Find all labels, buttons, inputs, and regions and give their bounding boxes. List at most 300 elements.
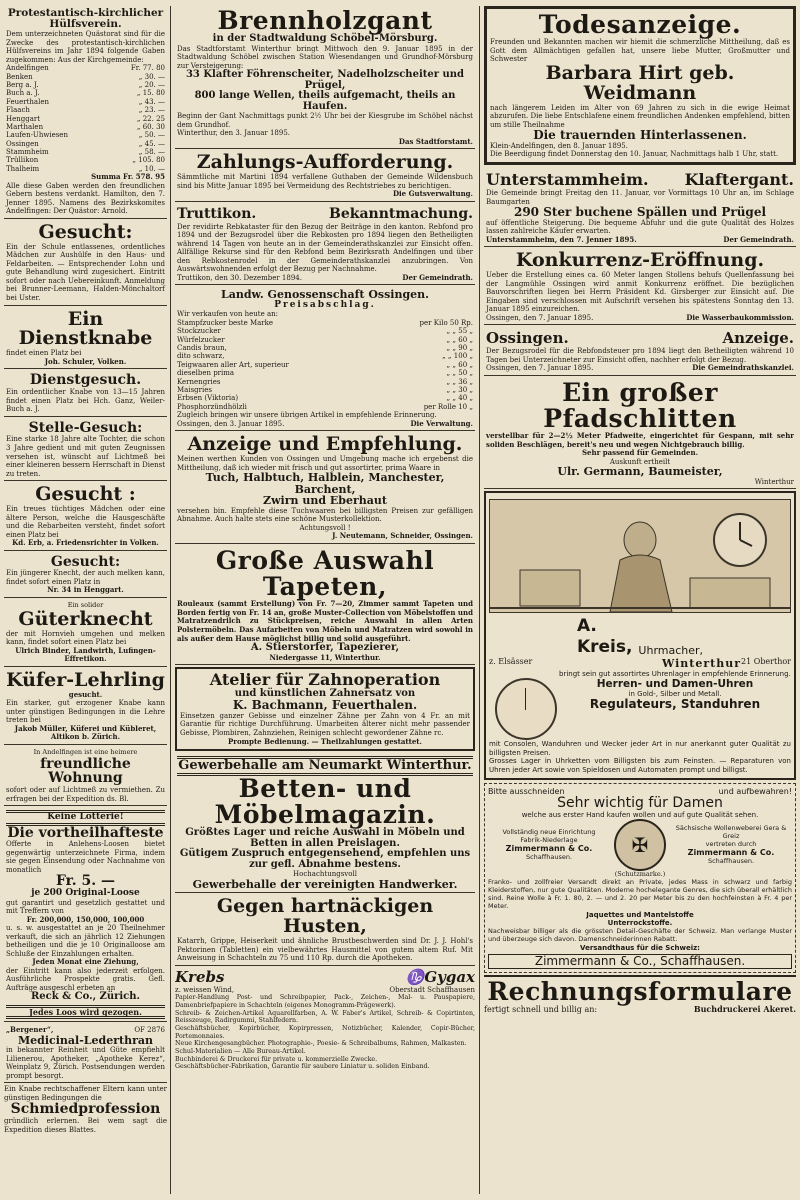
ad-lederthran xyxy=(4,1024,167,1083)
ad-title: Betten- und Möbelmagazin. xyxy=(214,773,436,829)
ad-kreis-uhrmacher xyxy=(484,491,796,779)
ad-title: Brennholzgant xyxy=(217,6,433,35)
ad-pre: Ein solider xyxy=(67,600,104,609)
price-row-label: Phosphorzündhölzli xyxy=(177,402,247,411)
ad-husten xyxy=(175,895,475,965)
ad-text: gut garantirt und gesetzlich gestattet und mit Treffern von xyxy=(6,898,165,916)
price-row-value: „ „ 60 „ xyxy=(446,360,473,369)
price-row xyxy=(177,344,473,352)
donation-row-label: Trüllikon xyxy=(6,156,39,165)
ad-sign: K. Bachmann, Feuerthalen. xyxy=(232,698,418,713)
price-row xyxy=(177,352,473,360)
donation-row-label: Feuerthalen xyxy=(6,97,49,106)
ad-text: Die Gemeinde bringt Freitag den 11. Januar, vor Vormittags 10 Uhr an, im Schlage Baumgarten xyxy=(486,189,794,206)
ad-brennholzgant xyxy=(175,6,475,149)
ad-band: Jedes Loos wird gezogen. xyxy=(6,1005,165,1019)
ad-title: Gesucht : xyxy=(35,483,136,506)
ad-line: Herren- und Damen-Uhren xyxy=(596,677,754,690)
price-row-label: Stampfzucker beste Marke xyxy=(177,318,274,327)
ad-title: Ein Dienstknabe xyxy=(18,307,153,350)
donation-row-label: Ossingen xyxy=(6,139,39,148)
ad-date: Unterstammheim, den 7. Jenner 1895. xyxy=(486,234,637,244)
ad-text: sofort oder auf Lichtmeß zu vermiethen. Zu erfragen bei der Expedition ds. Bl. xyxy=(6,786,165,803)
ad-text: nach längerem Leiden im Alter von 69 Jahren zu sich in die ewige Heimat abzurufen. Die liebe Entschlafene einem freundlichen Andenken empfehlend, bitten um stille Theilnahme xyxy=(490,103,790,129)
ad-sub-row xyxy=(175,986,475,994)
ad-text: Offerte in Anlehens-Loosen bietet gegenwärtig unterzeichnete Firma, indem sie gegen Einsendung oder Nachnahme von monatlich xyxy=(6,840,165,874)
ad-zimmermann xyxy=(484,783,796,973)
ad-left-text: Vollständig neue Einrichtung xyxy=(502,827,596,836)
ad-genossenschaft xyxy=(175,287,475,431)
product-line: Schul-Materialien — Alle Bureau-Artikel. xyxy=(175,1047,306,1055)
donation-row xyxy=(6,131,165,139)
ad-todesanzeige xyxy=(484,6,796,165)
ad-title: Küfer-Lehrling xyxy=(6,668,165,691)
ad-text: u. s. w. ausgestattet an je 20 Theilnehmer verkauft, die sich an jährlich 12 Ziehungen betheiligen und die je 10 Originalloose am Schluße der Einzahlungen erhalten. xyxy=(6,924,165,958)
price-row-label: Stockzucker xyxy=(177,327,221,336)
donation-row-label: Thalheim xyxy=(6,164,40,173)
ad-title: Große Auswahl Tapeten, xyxy=(215,545,435,602)
ad-title-row xyxy=(486,170,794,189)
ad-sign: Der Gemeindrath. xyxy=(723,234,794,244)
ad-pre: In Andelfingen ist eine heimere xyxy=(33,747,138,756)
ad-date: Klein-Andelfingen, den 8. Januar 1895. xyxy=(490,141,628,150)
price-row xyxy=(177,369,473,377)
donation-row-value: „ 60. 30 xyxy=(136,122,165,131)
ad-title: Protestantisch-kirchlicher Hülfsverein. xyxy=(7,7,164,31)
ad-title: Anzeige und Empfehlung. xyxy=(187,433,463,456)
ad-sub: in der Stadtwaldung Schöbel-Mörsburg. xyxy=(212,33,438,45)
ad-title: Dienstgesuch. xyxy=(29,372,142,389)
ad-title: Sehr wichtig für Damen xyxy=(557,795,723,812)
price-row-value: „ „ 60 „ xyxy=(446,335,473,344)
ad-month: Jeden Monat eine Ziehung, xyxy=(32,957,139,967)
ad-title: Konkurrenz-Eröffnung. xyxy=(515,249,765,272)
ad-text: auf öffentliche Steigerung. Die bequeme Abfuhr und die gute Qualität des Holzes lassen zahlreiche Käufer erwarten. xyxy=(486,218,794,236)
ad-date: Ossingen, den 3. Januar 1895. xyxy=(177,419,285,428)
ad-text: Größtes Lager und reiche Auswahl in Möbeln und Betten in allen Preislagen. xyxy=(185,827,465,849)
ad-text: Dem unterzeichneten Quästorat sind für die Zwecke des protestantisch-kirchlichen Hülfsvereins im Jahr 1894 folgende Gaben zugekommen: Aus der Kirchgemeinde: xyxy=(6,30,165,64)
ad-body xyxy=(489,670,791,740)
ad-sign: Gewerbehalle der vereinigten Handwerker. xyxy=(192,877,458,891)
column-rule xyxy=(479,6,480,1194)
ad-text: Zugleich bringen wir unsere übrigen Artikel in empfehlende Erinnerung. xyxy=(177,411,437,420)
ad-text: Ein ordentlicher Knabe von 13—15 Jahren findet einen Platz bei Hch. Ganz, Weiler-Buch a. J. xyxy=(6,388,165,414)
price-row-value: „ „ 40 „ xyxy=(446,394,473,403)
donation-row-value: „ 58. — xyxy=(138,148,165,157)
product-line: Geschäftsbücher, Kopirbücher, Kopirpressen, Notizbücher, Kalender, Copir-Bücher, Portemonnaies. xyxy=(175,1024,475,1040)
ad-sub: gesucht. xyxy=(68,689,103,699)
ad-band: Keine Lotterie! xyxy=(6,810,165,825)
ad-lotterie xyxy=(4,808,167,1022)
ad-sub: welche aus erster Hand kaufen wollen und auf gute Qualität sehen. xyxy=(521,810,759,819)
price-row-value: „ „ 55 „ xyxy=(446,327,473,336)
ad-wohnung xyxy=(4,747,167,806)
price-row-value: „ „ 30 „ xyxy=(446,386,473,395)
ad-rechnungsformulare xyxy=(484,975,796,1015)
ad-text: Ein Knabe rechtschaffener Eltern kann unter günstigen Bedingungen die xyxy=(4,1085,167,1102)
ad-place: Winterthur xyxy=(754,477,794,486)
donation-row-value: „ 20. — xyxy=(138,80,165,89)
ad-text: findet einen Platz bei xyxy=(6,349,82,358)
price-row xyxy=(177,403,473,411)
price-row-label: Maisgries xyxy=(177,386,212,395)
price-row-value: per Kilo 50 Rp. xyxy=(419,318,473,327)
ad-kuefer xyxy=(4,669,167,745)
ad-title: Stelle-Gesuch: xyxy=(28,419,143,436)
ad-zahlung xyxy=(175,151,475,202)
ad-anzeige-neutemann xyxy=(175,433,475,544)
donation-row-value: „ 23. — xyxy=(138,106,165,115)
donation-row-value: „ 105. 80 xyxy=(132,156,165,165)
ad-sign: Die Gutsverwaltung. xyxy=(392,189,473,199)
donation-row-value: „ 10. — xyxy=(138,164,165,173)
ad-title: Anzeige. xyxy=(722,329,794,348)
ad-title: Die vortheilhafteste xyxy=(7,824,164,841)
ad-title: A. Kreis, xyxy=(576,616,633,657)
ad-title: freundliche Wohnung xyxy=(40,755,131,787)
ad-line: 290 Ster buchene Spällen und Prügel xyxy=(513,205,767,220)
ad-zahnoperation xyxy=(175,667,475,751)
donation-row xyxy=(6,123,165,131)
donation-row xyxy=(6,140,165,148)
ad-right-city: Schaffhausen. xyxy=(707,856,755,865)
ad-title: Güterknecht xyxy=(18,607,153,630)
donation-row-value: Fr. 77. 80 xyxy=(130,64,165,73)
ad-place: Unterstammheim. xyxy=(486,169,649,189)
ad-gesucht-3 xyxy=(4,553,167,598)
ad-ref-code: OF 2876 xyxy=(134,1026,165,1035)
ad-city: Winterthur xyxy=(661,657,742,671)
donation-row xyxy=(6,115,165,123)
ad-text: versehen bin. Empfehle diese Tuchwaaren bei billigsten Preisen zur gefälligen Abnahme. Auch halte stets eine schöne Musterkollektion. xyxy=(177,506,473,524)
ad-title: Bekanntmachung. xyxy=(329,206,473,222)
ad-keep-note: und aufbewahren! xyxy=(718,786,792,796)
product-line: Neue Kirchengesangbücher. Photographie-, Poesie- & Schreibalbums, Rahmen, Malkasten. xyxy=(175,1040,467,1048)
price-row xyxy=(177,319,473,327)
price-row-label: dito schwarz, xyxy=(177,352,225,361)
ad-text: Ueber die Erstellung eines ca. 60 Meter langen Stollens behufs Quellenfassung bei der Langmühle Ossingen wird anmit Konkurrenz eröffnet. Die bezüglichen Bauvorschriften liegen bei Herrn Präsident Kd. Girsberger zur Einsicht auf. Die Eingaben sind verschlossen mit Aufschrift versehen bis spätestens Sonntag den 13. Januar 1895 einzureichen. xyxy=(486,271,794,314)
donation-row-value: „ 45. — xyxy=(138,139,165,148)
ad-text: Rouleaux (sammt Erstellung) von Fr. 7—20, Zimmer sammt Tapeten und Borden fertig von Fr. 14 an, große Muster-Collection von Möbelstoffen und Matratzendrilch zu Stückpreisen, reiche Auswahl in allen Arten Polstermöbeln. Das Aufarbeiten von Möbeln und Matratzen wird sowohl in als außer dem Hause möglichst billig und solid ausgeführt. xyxy=(177,599,473,643)
ad-line: Jaquettes und Mantelstoffe xyxy=(586,910,694,919)
ad-address-row xyxy=(489,657,791,670)
ad-sign: A. Stierstorfer, Tapezierer, xyxy=(250,642,400,654)
ad-sign: Der Gemeindrath. xyxy=(402,272,473,282)
ad-line: Zwirn und Eberhaut xyxy=(263,494,387,508)
ad-line: 800 lange Wellen, theils aufgemacht, theils an Haufen. xyxy=(194,90,456,112)
ad-text: Ein treues tüchtiges Mädchen oder eine ältere Person, welche die Hausgeschäfte und die Rebarbeiten versteht, findet sofort einen Platz bei xyxy=(6,505,165,539)
ad-title: Klaftergant. xyxy=(684,169,794,189)
ad-date: Truttikon, den 30. Dezember 1894. xyxy=(177,273,302,282)
donation-row-label: Andelfingen xyxy=(6,64,49,73)
ad-sign: Die Wasserbaukommission. xyxy=(686,312,794,322)
ad-sign: Jakob Müller, Küferei und Kübleret, Altikon b. Zürich. xyxy=(14,723,157,742)
ad-ref-name: „Bergener“, xyxy=(6,1025,54,1035)
column-left xyxy=(4,6,167,1194)
ad-text: Katarrh, Grippe, Heiserkeit und ähnliche Brustbeschwerden sind Dr. J. J. Hohl's Pektorinen (Tabletten) ein vielbewährtes Hausmittel von gutem altem Ruf. Mit Anweisung in Schachteln zu 75 und 110 Rp. durch die Apotheken. xyxy=(177,937,473,963)
price-row-value: „ „ 36 „ xyxy=(446,377,473,386)
ad-text: Franko- und zollfreier Versandt direkt an Private, jedes Mass in schwarz und farbig Kleiderstoffen, nur gute Qualitäten. Moderne hochelegante Genres, die sich überall erhältlich sind. Reine Wolle à Fr. 1. 80, 2. — und 2. 20 per Meter bis zu den hochfeinsten à Fr. 4 per Meter. xyxy=(488,878,792,910)
trademark-label: (Schutzmarke.) xyxy=(614,870,666,879)
ad-text: verstellbar für 2—2½ Meter Pfadweite, eingerichtet für Gespann, mit sehr soliden Beschlägen, bereit's neu und wegen Nichtgebrauch billig. xyxy=(486,431,794,449)
ad-text: Sämmtliche mit Martini 1894 verfallene Guthaben der Gemeinde Wildensbuch sind bis Mitte Januar 1895 bei Vermeidung des Rechtstriebes zu berichtigen. xyxy=(177,173,473,190)
ad-right-text: vertreten durch xyxy=(705,839,757,848)
ad-title-row xyxy=(175,968,475,986)
ad-date: Ossingen, den 7. Januar 1895. xyxy=(486,364,594,373)
ad-right xyxy=(670,825,792,866)
ad-gueterknecht xyxy=(4,600,167,667)
ad-foot xyxy=(486,236,794,244)
ad-sign: Kd. Erb, a. Friedensrichter in Volken. xyxy=(12,538,159,548)
ad-title: Atelier für Zahnoperation xyxy=(209,670,441,690)
ad-title: Gesucht: xyxy=(50,553,121,570)
ad-title-row xyxy=(489,616,791,657)
ad-sign: Nr. 34 in Henggart. xyxy=(47,585,124,595)
ad-greeting: Achtungsvoll ! xyxy=(299,523,351,532)
ad-title: Landw. Genossenschaft Ossingen. xyxy=(220,288,429,302)
ad-title: Ein großer Pfadschlitten xyxy=(543,377,737,433)
ad-klaftergant xyxy=(484,168,796,247)
ad-street: 21 Oberthor xyxy=(741,657,791,667)
price-row-label: Kernengries xyxy=(177,377,221,386)
price-row xyxy=(177,394,473,402)
ad-text: Ein der Schule entlassenes, ordentliches Mädchen zur Aushülfe in den Haus- und Feldarbeiten. — Entsprechender Lohn und gute Behandlung wird zugesichert. Eintritt sofort oder nach Uebereinkunft. Anmeldung bei Brunner-Leemann, Halden-Mönchaltorf bei Uster. xyxy=(6,242,165,303)
ad-title-row xyxy=(177,206,473,223)
ad-sign: Die trauernden Hinterlassenen. xyxy=(533,128,747,143)
ad-place: Ossingen. xyxy=(486,329,569,348)
donation-row xyxy=(6,64,165,72)
price-row-value: „ „ 90 „ xyxy=(446,344,473,353)
ad-text: Alle diese Gaben werden den freundlichen Gebern bestens verdankt. Hamilton, den 7. Jenner 1895. Namens des Bezirkskomites Andelfingen: Der Quästor: Arnold. xyxy=(6,181,165,216)
ad-stellegesuch xyxy=(4,419,167,481)
ad-text: Der Bezugsrodel für die Rebfondsteuer pro 1894 liegt den Betheiligten während 10 Tagen bei Unterzeichneter zur Einsicht offen, nachher erfolgt der Bezug. xyxy=(486,347,794,364)
ad-line: Versandthaus für die Schweiz: xyxy=(580,943,700,952)
ad-name-right: Gygax xyxy=(424,967,475,986)
deceased-name: Barbara Hirt geb. Weidmann xyxy=(545,61,735,104)
ad-sign: J. Neutemann, Schneider, Ossingen. xyxy=(332,531,473,541)
price-row xyxy=(177,378,473,386)
ad-schmied xyxy=(4,1085,167,1134)
trademark-icon: ✠ xyxy=(614,819,666,871)
product-line: Geschäftsbücher-Fabrikation, Garantie für saubere Liniatur u. soliden Einband. xyxy=(175,1063,430,1071)
product-list xyxy=(175,994,475,1071)
price-row xyxy=(177,386,473,394)
donation-row xyxy=(6,89,165,97)
ad-role: Uhrmacher, xyxy=(638,644,704,657)
ad-left-text: Fabrik-Niederlage xyxy=(520,835,578,844)
donation-row xyxy=(6,156,165,164)
ad-dienstgesuch xyxy=(4,371,167,416)
ad-title: Schmiedprofession xyxy=(10,1101,161,1118)
donation-row-label: Berg a. J. xyxy=(6,80,39,89)
donation-row-label: Marthalen xyxy=(6,122,44,131)
ad-foot xyxy=(177,420,473,428)
ad-foot: Prompte Bedienung. — Theilzahlungen gestattet. xyxy=(228,736,422,746)
ad-text: der mit Hornvieh umgehen und melken kann, findet sofort einen Platz bei xyxy=(6,629,165,647)
ad-title: Medicinal-Lederthran xyxy=(17,1033,153,1047)
price-row-label: Würfelzucker xyxy=(177,335,225,344)
ad-sign: Die Gemeindrathskanzlei. xyxy=(692,363,794,373)
ad-sub-left: z. weissen Wind, xyxy=(175,985,235,994)
pocket-watch-icon xyxy=(495,678,557,740)
ad-title: Todesanzeige. xyxy=(538,10,742,39)
price-row xyxy=(177,327,473,335)
price-row-label: Erbsen (Viktoria) xyxy=(177,394,239,403)
product-line: Papier-Handlung Post- und Schreibpapier, Pack-, Zeichen-, Mal- u. Pauspapiere, Damenbriefpapiere in Schachteln (eigenes Monogramm-Prägewerk). xyxy=(175,994,475,1009)
price-row xyxy=(177,336,473,344)
donation-row-value: „ 50. — xyxy=(138,131,165,140)
ad-text: Ein jüngerer Knecht, der auch melken kann, findet sofort einen Platz in xyxy=(6,569,165,586)
ad-sign: Joh. Schuler, Volken. xyxy=(44,356,127,366)
ad-text: Der revidirte Rebkataster für den Bezug der Beiträge in den kanton. Rebfond pro 1894 und der Bezugsrodel über die Rebkosten pro 1894 liegen den Betheiligten während 14 Tagen von heute an in der Gemeinderathskanzlei zur Einsicht offen. Allfällige Rekurse sind für den Rebfond beim Bezirksrath Andelfingen und über den Rebkostenrodel in der Gemeinderathskanzlei anzubringen. Von Auswärtswohnenden erfolgt der Bezug per Nachnahme. xyxy=(177,222,473,274)
ad-sign: Buchdruckerei Akeret. xyxy=(693,1004,796,1015)
ad-left-city: Schaffhausen. xyxy=(525,853,573,861)
ad-krebs-gygax xyxy=(175,968,475,1071)
ad-foot xyxy=(177,274,473,282)
ad-gesucht-2 xyxy=(4,483,167,551)
ad-text: der Eintritt kann also jederzeit erfolgen. Ausführliche Prospekte gratis. Gefl. Aufträge ausgeschl erbeten an xyxy=(6,966,165,992)
ad-line: Regulateurs, Standuhren xyxy=(589,697,761,712)
donation-row xyxy=(6,73,165,81)
ad-konkurrenz xyxy=(484,249,796,325)
ad-right-firm: Zimmermann & Co. xyxy=(687,848,775,858)
ad-text: gründlich erlernen. Bei wem sagt die Expedition dieses Blattes. xyxy=(4,1117,167,1134)
ad-text: Nachweisbar billiger als die grössten Detail-Geschäfte der Schweiz. Man verlange Muster und überzeuge sich davon. Damenschneiderinnen Rabatt. xyxy=(488,926,792,943)
donation-row-label: Stammheim xyxy=(6,148,49,157)
ad-name-left: Krebs xyxy=(175,967,225,986)
ad-text: Grosses Lager in Uhrketten vom Billigsten bis zum Feinsten. — Reparaturen von Uhren jeder Art sowie von Spieldosen und Automaten prompt und billigst. xyxy=(489,757,791,774)
price-row-value: „ „ 100 „ xyxy=(442,352,473,361)
donation-row-label: Laufen-Uhwiesen xyxy=(6,131,68,140)
ad-line: Tuch, Halbtuch, Halblein, Manchester, Barchent, xyxy=(205,471,445,496)
donation-row xyxy=(6,106,165,114)
ad-title: Gesucht: xyxy=(38,220,133,243)
ad-text: Das Stadtforstamt Winterthur bringt Mittwoch den 9. Januar 1895 in der Stadtwaldung Schöbel zwischen Station Wiesendangen und Grundhof-Mörsburg zur Versteigerung: xyxy=(177,44,473,70)
ad-huelfsverein xyxy=(4,6,167,219)
column-right xyxy=(484,6,796,1194)
ad-text: Beginn der Gant Nachmittags punkt 2½ Uhr bei der Kiesgrube im Schöbel nächst dem Grundhof. xyxy=(177,112,473,129)
ad-truttikon xyxy=(175,204,475,285)
ad-cut-note: Bitte ausschneiden xyxy=(488,786,565,796)
ad-right-text: Sächsische Wollenweberei Gera & Greiz xyxy=(675,823,787,840)
ad-text: Freunden und Bekannten machen wir hiemit die schmerzliche Mittheilung, daß es Gott dem Allmächtigen gefallen hat, unsere liebe Mutter, Großmutter und Schwester xyxy=(490,38,790,64)
price-row-value: per Rolle 10 „ xyxy=(423,402,473,411)
ad-band: Gewerbehalle am Neumarkt Winterthur. xyxy=(177,756,473,776)
goat-icon: ♑ xyxy=(405,967,425,986)
donation-row-value: „ 22. 25 xyxy=(136,114,165,123)
donation-list xyxy=(6,64,165,173)
donation-row-value: „ 30. — xyxy=(138,72,165,81)
price-row xyxy=(177,361,473,369)
donation-row xyxy=(6,81,165,89)
ad-line: 33 Klafter Föhrenscheiter, Nadelholzscheiter und Prügel, xyxy=(185,69,465,91)
ad-sub: und künstlichen Zahnersatz von xyxy=(234,687,416,699)
ad-pfadschlitten xyxy=(484,378,796,490)
ad-foot xyxy=(484,1005,796,1015)
ad-greeting: Hochachtungsvoll xyxy=(293,870,357,879)
ad-text: Ein starker, gut erzogener Knabe kann unter günstigen Bedingungen in die Lehre treten bei xyxy=(6,699,165,725)
column-rule xyxy=(170,6,171,1194)
donation-row-label: Benken xyxy=(6,72,33,81)
ad-line: Unterrockstoffe. xyxy=(607,919,673,928)
ad-date: Winterthur, den 3. Januar 1895. xyxy=(177,129,291,138)
ad-place: Truttikon. xyxy=(177,206,257,222)
ad-text: Meinen werthen Kunden von Ossingen und Umgebung mache ich ergebenst die Mittheilung, daß ich wieder mit frisch und gut assortirter, prima Waare in xyxy=(177,455,473,472)
ad-text: Auskunft ertheilt xyxy=(609,457,671,466)
donation-row-label: Flaach xyxy=(6,106,30,115)
donation-row xyxy=(6,148,165,156)
ad-text: in bekannter Reinheit und Güte empfiehlt Lilienerou, Apotheker, „Apotheke Kerez“, Weinplatz 9, Zürich. Postsendungen werden prompt besorgt. xyxy=(6,1046,165,1080)
ad-address: z. Elsässer xyxy=(489,657,533,667)
ad-sub: je 200 Original-Loose xyxy=(31,888,140,899)
ad-line: in Gold-, Silber und Metall. xyxy=(628,689,722,698)
ad-gesucht-1 xyxy=(4,221,167,306)
ad-ossingen-anzeige xyxy=(484,327,796,375)
ad-sign: Reck & Co., Zürich. xyxy=(30,991,141,1003)
ad-text: mit Consolen, Wanduhren und Wecker jeder Art in nur anerkannt guter Qualität zu billigsten Preisen. xyxy=(489,740,791,757)
allegory-illustration xyxy=(489,499,791,613)
ad-text: bringt sein gut assortirtes Uhrenlager in empfehlende Erinnerung. xyxy=(559,670,791,679)
ad-left-firm: Zimmermann & Co. xyxy=(505,844,593,854)
ad-text: Eine starke 18 Jahre alte Tochter, die schon 3 Jahre gedient und mit guten Zeugnissen versehen ist, wünscht auf Lichtmeß bei einer kleineren bessern Herrschaft in Dienst zu treten. xyxy=(6,435,166,478)
price-row-value: „ „ 50 „ xyxy=(446,369,473,378)
ad-gewerbehalle xyxy=(175,754,475,893)
ad-columns xyxy=(488,819,792,871)
ad-text: Wir verkaufen von heute an: xyxy=(177,310,278,319)
ad-foot xyxy=(486,314,794,322)
ad-title: Zahlungs-Aufforderung. xyxy=(196,151,454,174)
price-row-label: Teigwaaren aller Art, superieur xyxy=(177,360,289,369)
ad-sign: Ulr. Germann, Baumeister, xyxy=(557,465,723,479)
ad-sign: Die Verwaltung. xyxy=(410,418,473,428)
product-line: Schreib- & Zeichen-Artikel Aquarellfarben, A. W. Faber's Artikel, Schreib- & Copirtinten, Reisszeuge, Radirgummi, Stahlfedern. xyxy=(175,1009,475,1025)
donation-row-value: „ 43. — xyxy=(138,97,165,106)
donation-row-value: „ 15. 80 xyxy=(136,89,165,98)
donation-row-label: Henggart xyxy=(6,114,41,123)
price-row-label: dieselben prima xyxy=(177,369,235,378)
column-middle xyxy=(175,6,475,1194)
ad-title: Gegen hartnäckigen Husten, xyxy=(216,895,434,938)
ad-sub-right: Oberstadt Schaffhausen xyxy=(389,985,475,994)
ad-sub: Preisabschlag. xyxy=(274,299,376,310)
ad-sign: Zimmermann & Co., Schaffhausen. xyxy=(488,954,792,969)
ad-sign: Das Stadtforstamt. xyxy=(398,136,473,146)
ad-text: Einsetzen ganzer Gebisse und einzelner Zähne per Zahn von 4 Fr. an mit Garantie für richtige Durchführung. Umarbeiten älterer nicht mehr passender Gebisse, Plombiren, Zahnziehen, Reinigen schlecht gewordener Zähne rc. xyxy=(180,711,470,738)
ad-dienstknabe xyxy=(4,308,167,370)
price-row-label: Candis braun, xyxy=(177,344,227,353)
ad-text: fertigt schnell und billig an: xyxy=(484,1005,598,1015)
ad-amounts: Fr. 200,000, 150,000, 100,000 xyxy=(26,914,145,924)
donation-sum: Summa Fr. 578. 95 xyxy=(91,172,165,182)
allegory-figure-image xyxy=(490,500,790,612)
ad-title: Rechnungsformulare xyxy=(487,976,793,1006)
ad-text: Die Beerdigung findet Donnerstag den 10. Januar, Nachmittags halb 1 Uhr, statt. xyxy=(490,150,779,159)
ad-text: Sehr passend für Gemeinden. xyxy=(581,448,699,458)
product-line: Buchbinderei & Druckerei für private u. kommerzielle Zwecke. xyxy=(175,1055,378,1063)
ad-sign: Ulrich Binder, Landwirth, Lufingen-Effretikon. xyxy=(15,645,156,664)
ad-left xyxy=(488,829,610,862)
ad-foot xyxy=(486,364,794,372)
donation-row xyxy=(6,98,165,106)
ad-title-row xyxy=(486,329,794,347)
ad-date: Ossingen, den 7. Januar 1895. xyxy=(486,313,594,322)
ad-price: Fr. 5. — xyxy=(55,873,116,890)
ad-address: Niedergasse 11, Winterthur. xyxy=(269,652,381,662)
donation-row-label: Buch a. J. xyxy=(6,89,40,98)
price-list xyxy=(177,319,473,411)
ad-text: Gütigem Zuspruch entgegensehend, empfehlen uns zur gefl. Abnahme bestens. xyxy=(179,848,471,870)
ad-tapeten xyxy=(175,546,475,665)
